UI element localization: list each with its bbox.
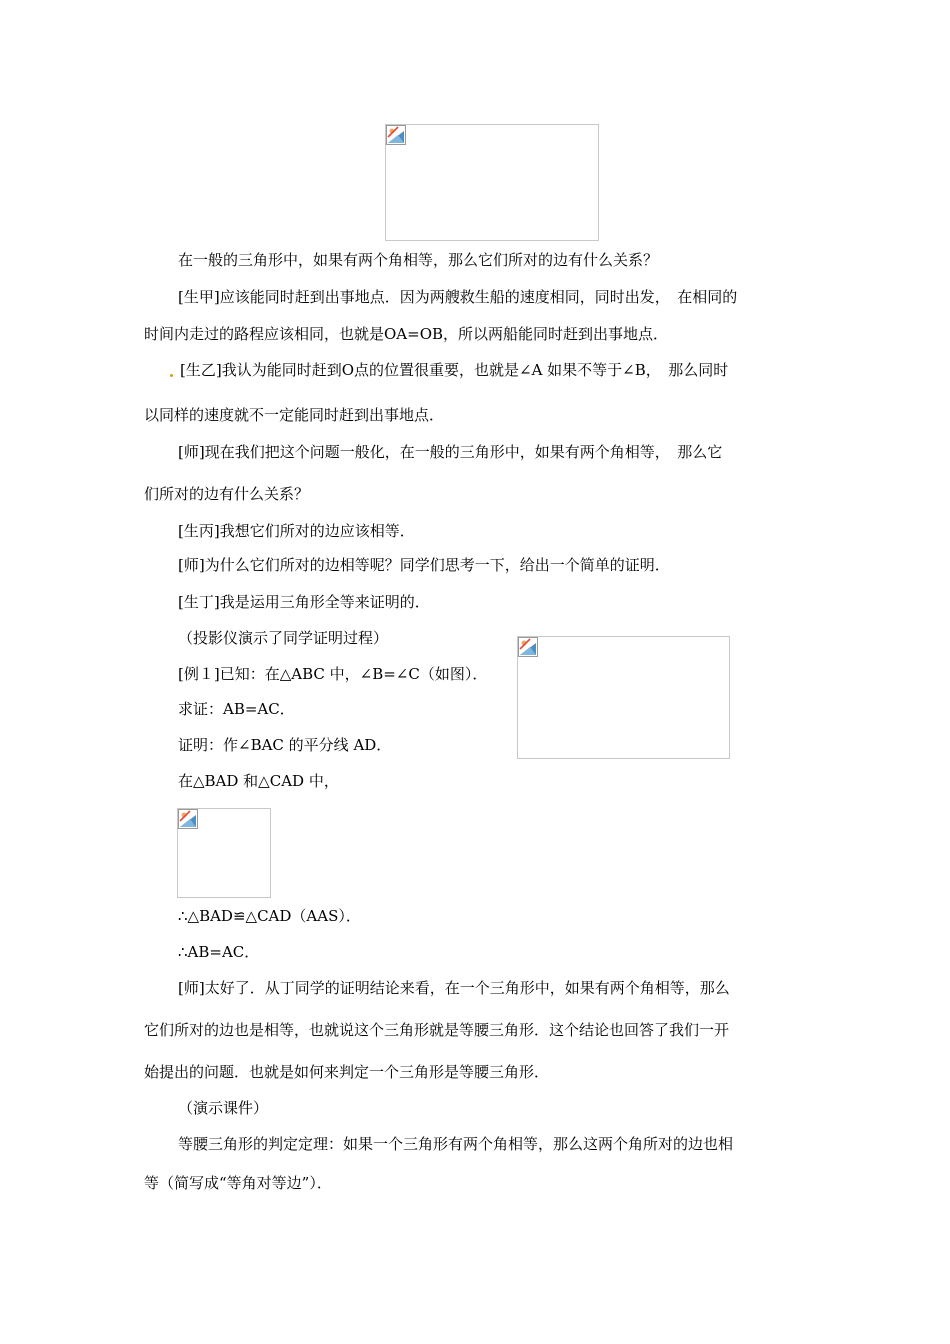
paragraph-student-b-line1: [生乙]我认为能同时赶到O点的位置很重要，也就是∠A 如果不等于∠B， 那么同时 xyxy=(180,361,729,379)
paragraph-proof-conclusion1: ∴△BAD≌△CAD（AAS）． xyxy=(178,907,361,925)
figure-image-equations xyxy=(177,808,271,898)
paragraph-theorem-line2: 等（简写成“等角对等边”）． xyxy=(144,1174,332,1192)
broken-image-icon xyxy=(178,809,198,829)
paragraph-teacher-3-line2: 它们所对的边也是相等，也就说这个三角形就是等腰三角形．这个结论也回答了我们一开 xyxy=(144,1021,730,1039)
paragraph-student-a-line1: [生甲]应该能同时赶到出事地点．因为两艘救生船的速度相同，同时出发， 在相同的 xyxy=(178,288,738,306)
paragraph-teacher-1-line1: [师]现在我们把这个问题一般化，在一般的三角形中，如果有两个角相等， 那么它 xyxy=(178,443,723,461)
figure-image-top xyxy=(385,124,599,241)
paragraph-student-a-line2: 时间内走过的路程应该相同，也就是OA=OB，所以两船能同时赶到出事地点． xyxy=(144,325,669,343)
paragraph-theorem-line1: 等腰三角形的判定定理：如果一个三角形有两个角相等，那么这两个角所对的边也相 xyxy=(178,1135,734,1153)
paragraph-example-prove: 求证：AB=AC． xyxy=(178,700,295,718)
paragraph-student-b-line2: 以同样的速度就不一定能同时赶到出事地点． xyxy=(144,406,445,424)
paragraph-example-given: [例１]已知：在△ABC 中，∠B=∠C（如图）． xyxy=(178,665,488,683)
paragraph-projector-note: （投影仪演示了同学证明过程） xyxy=(178,629,389,647)
paragraph-question: 在一般的三角形中，如果有两个角相等，那么它们所对的边有什么关系？ xyxy=(178,251,659,269)
paragraph-teacher-2: [师]为什么它们所对的边相等呢？同学们思考一下，给出一个简单的证明． xyxy=(178,556,670,574)
paragraph-proof-step1: 证明：作∠BAC 的平分线 AD． xyxy=(178,736,392,754)
paragraph-student-d: [生丁]我是运用三角形全等来证明的． xyxy=(178,593,430,611)
broken-image-icon xyxy=(386,125,406,145)
figure-image-triangle xyxy=(517,636,730,759)
paragraph-proof-conclusion2: ∴AB=AC． xyxy=(178,943,260,961)
margin-dot xyxy=(170,374,173,377)
paragraph-teacher-3-line1: [师]太好了．从丁同学的证明结论来看，在一个三角形中，如果有两个角相等，那么 xyxy=(178,979,730,997)
paragraph-student-c: [生丙]我想它们所对的边应该相等． xyxy=(178,522,415,540)
paragraph-teacher-1-line2: 们所对的边有什么关系？ xyxy=(144,485,310,503)
paragraph-courseware-note: （演示课件） xyxy=(178,1099,269,1117)
paragraph-proof-step2: 在△BAD 和△CAD 中， xyxy=(178,772,339,790)
broken-image-icon xyxy=(518,637,538,657)
paragraph-teacher-3-line3: 始提出的问题．也就是如何来判定一个三角形是等腰三角形． xyxy=(144,1063,550,1081)
